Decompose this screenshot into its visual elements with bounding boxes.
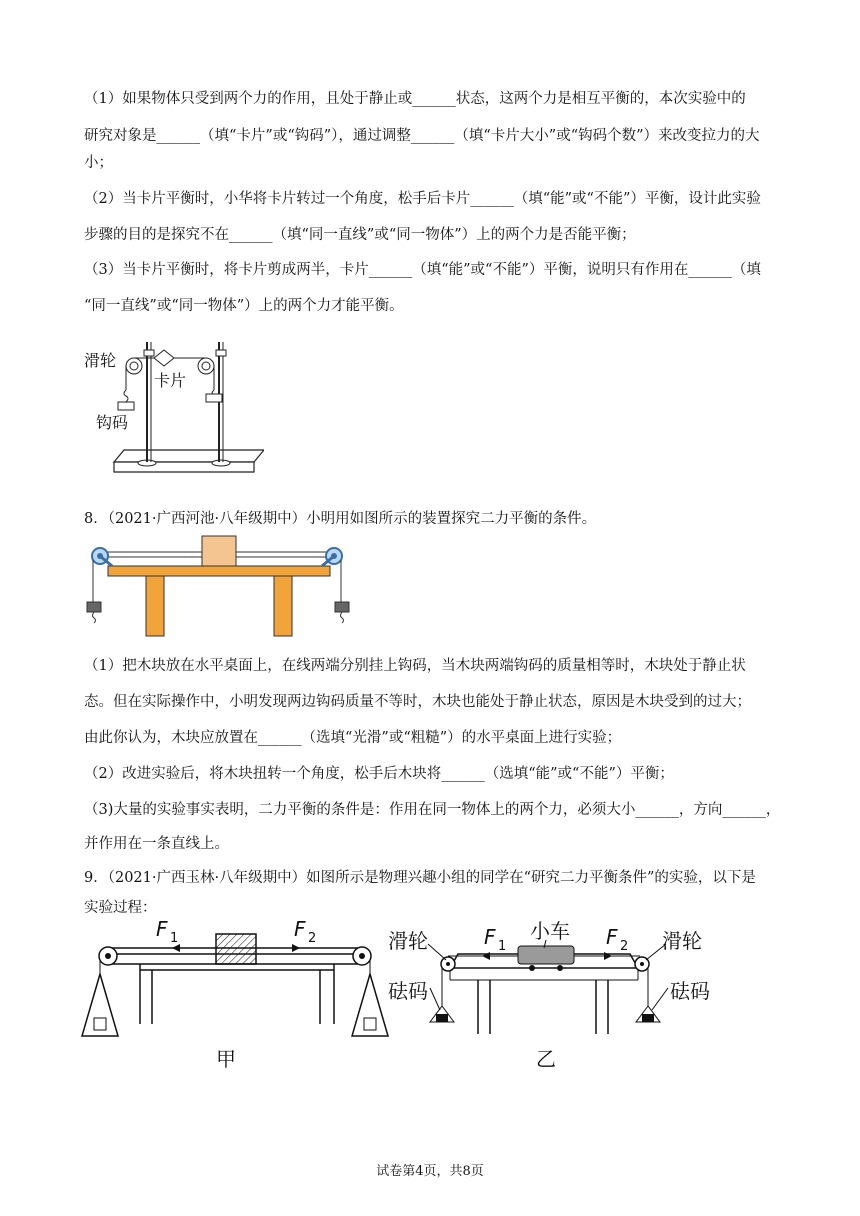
f2-label: F bbox=[606, 925, 618, 949]
q8-line: （1）把木块放在水平桌面上，在线两端分别挂上钩码，当木块两端钩码的质量相等时，木块处于静止状 bbox=[84, 658, 746, 674]
q8-line: 并作用在一条直线上。 bbox=[84, 836, 229, 852]
pulley-right-label: 滑轮 bbox=[662, 929, 702, 953]
f1-label: F bbox=[156, 917, 168, 941]
figure-b-caption: 乙 bbox=[536, 1047, 556, 1071]
f2-subscript: 2 bbox=[620, 939, 629, 954]
card-apparatus-figure bbox=[84, 332, 264, 480]
cart-label: 小车 bbox=[530, 919, 570, 943]
q7-line: （2）当卡片平衡时，小华将卡片转过一个角度，松手后卡片______（填“能”或“不能”）平衡，设计此实验 bbox=[84, 191, 761, 207]
q7-line: 小； bbox=[84, 155, 113, 171]
f1-subscript: 1 bbox=[498, 939, 507, 954]
q8-line: （3)大量的实验事实表明，二力平衡的条件是：作用在同一物体上的两个力，必须大小______，方向______， bbox=[84, 802, 781, 818]
page-footer: 试卷第4页，共8页 bbox=[376, 1164, 484, 1179]
f1-subscript: 1 bbox=[170, 931, 179, 946]
q7-line: 研究对象是______（填“卡片”或“钩码”），通过调整______（填“卡片大小”或“钩码个数”）来改变拉力的大 bbox=[84, 128, 760, 144]
f1-label: F bbox=[484, 925, 496, 949]
figure-a-caption: 甲 bbox=[216, 1047, 236, 1071]
figure-b-cart bbox=[386, 914, 716, 1074]
q7-line: 步骤的目的是探究不在______（填“同一直线”或“同一物体”）上的两个力是否能平衡； bbox=[84, 227, 636, 243]
q9-header-line: 实验过程： bbox=[84, 900, 157, 916]
q8-line: （2）改进实验后，将木块扭转一个角度，松手后木块将______（选填“能”或“不能”）平衡； bbox=[84, 766, 674, 782]
weight-right-label: 砝码 bbox=[670, 979, 710, 1003]
figure-a-block bbox=[80, 914, 390, 1074]
q7-line: “同一直线”或“同一物体”）上的两个力才能平衡。 bbox=[84, 298, 404, 314]
f2-label: F bbox=[294, 917, 306, 941]
q8-line: 由此你认为，木块应放置在______（选填“光滑”或“粗糙”）的水平桌面上进行实验； bbox=[84, 730, 622, 746]
pulley-label: 滑轮 bbox=[84, 351, 117, 370]
q8-header: 8．（2021·广西河池·八年级期中）小明用如图所示的装置探究二力平衡的条件。 bbox=[84, 511, 597, 527]
pulley-left-label: 滑轮 bbox=[388, 929, 428, 953]
f2-subscript: 2 bbox=[308, 931, 317, 946]
q7-line: （1）如果物体只受到两个力的作用，且处于静止或______状态，这两个力是相互平衡的，本次实验中的 bbox=[84, 91, 746, 107]
q9-header-line: 9．（2021·广西玉林·八年级期中）如图所示是物理兴趣小组的同学在“研究二力平衡条件”的实验，以下是 bbox=[84, 870, 756, 886]
weight-left-label: 砝码 bbox=[388, 979, 428, 1003]
weight-label: 钩码 bbox=[96, 413, 129, 432]
wooden-block-table-figure bbox=[84, 532, 368, 642]
card-label: 卡片 bbox=[154, 371, 187, 390]
q7-line: （3）当卡片平衡时，将卡片剪成两半，卡片______（填“能”或“不能”）平衡，说明只有作用在______（填 bbox=[84, 262, 761, 278]
q8-line: 态。但在实际操作中，小明发现两边钩码质量不等时，木块也能处于静止状态，原因是木块受到的过大； bbox=[84, 694, 751, 710]
